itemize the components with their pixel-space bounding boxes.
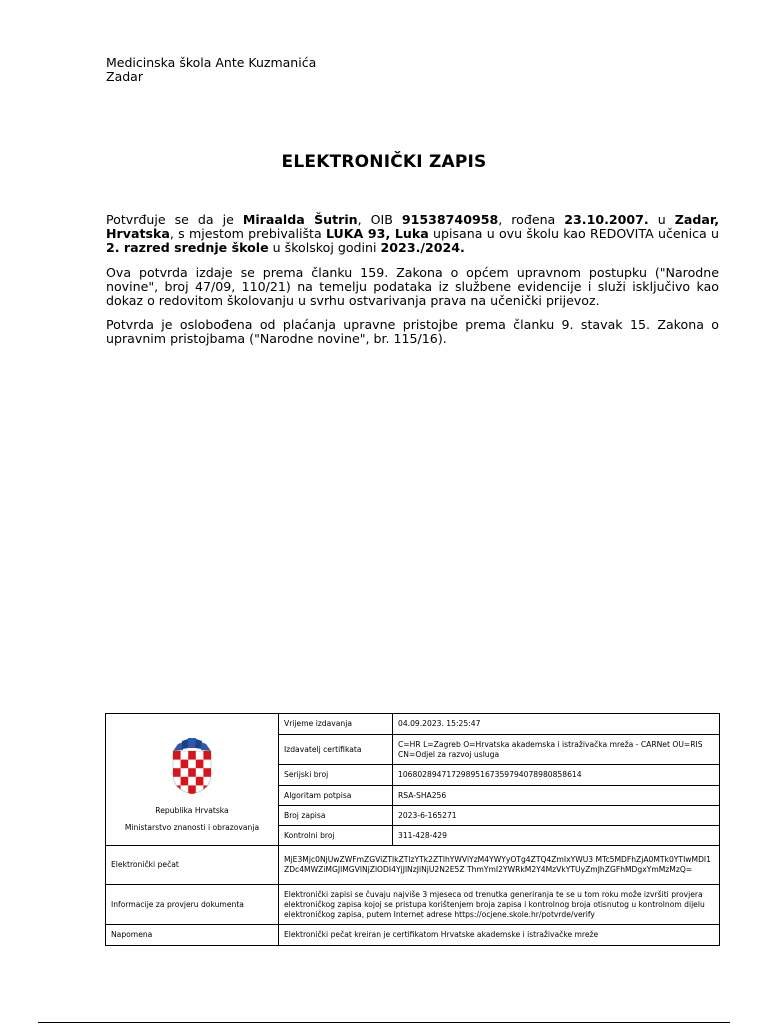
text-segment: , s mjestom prebivališta bbox=[169, 226, 326, 242]
meta-label-verification-info: Informacije za provjeru dokumenta bbox=[106, 885, 279, 925]
meta-value-record-number: 2023-6-165271 bbox=[393, 806, 720, 826]
meta-value-serial-number: 106802894717298951673597940789808586​14 bbox=[393, 765, 720, 786]
text-segment: , OIB bbox=[357, 212, 402, 227]
meta-label-serial-number: Serijski broj bbox=[279, 765, 393, 786]
meta-value-certificate-issuer: C=HR L=Zagreb O=Hrvatska akademska i istraživačka mreža - CARNet OU=RIS CN=Odjel za razvoj usluga bbox=[393, 735, 720, 765]
meta-label-issue-time: Vrijeme izdavanja bbox=[279, 714, 393, 735]
meta-value-note: Elektronički pečat kreiran je certifikatom Hrvatske akademske i istraživačke mreže bbox=[279, 925, 720, 946]
school-year: 2023./2024. bbox=[380, 240, 465, 256]
paragraph-fee-exemption: Potvrda je oslobođena od plaćanja upravne pristojbe prema članku 9. stavak 15. Zakona o upravnim pristojbama ("Narodne novine", br. 115/16). bbox=[106, 317, 719, 347]
meta-value-issue-time: 04.09.2023. 15:25:47 bbox=[393, 714, 720, 735]
paragraph-confirmation bbox=[106, 213, 719, 256]
document-body bbox=[106, 213, 719, 357]
text-segment: , rođena bbox=[498, 212, 565, 227]
meta-value-verification-info: Elektronički zapisi se čuvaju najviše 3 mjeseca od trenutka generiranja te se u tom roku može izvršiti provjera elektroničkog zapisa kojoj se pristupa korištenjem broja zapisa i kontrolnog broja otisnutog u kontrolnom dijelu elektroničkog zapisa, putem Internet adrese https://ocjene.skole.hr/potvrde/verify bbox=[279, 885, 720, 925]
footer-divider bbox=[38, 1022, 730, 1023]
student-grade: 2. razred srednje škole bbox=[106, 240, 269, 256]
student-dob: 23.10.2007. bbox=[564, 212, 649, 227]
school-city: Zadar bbox=[106, 69, 143, 84]
meta-value-control-number: 311-428-429 bbox=[393, 826, 720, 846]
e-record-metadata-table bbox=[105, 713, 720, 946]
document-title: ELEKTRONIČKI ZAPIS bbox=[281, 152, 487, 172]
emblem-ministry: Ministarstvo znanosti i obrazovanja bbox=[124, 822, 260, 832]
text-segment: u bbox=[648, 212, 675, 227]
meta-label-electronic-seal: Elektronički pečat bbox=[106, 846, 279, 885]
student-residence: LUKA 93, Luka bbox=[325, 226, 429, 242]
student-name: Miraalda Šutrin bbox=[242, 212, 358, 227]
emblem-country: Republika Hrvatska bbox=[155, 805, 229, 815]
meta-value-electronic-seal: MjE3Mjc0NjUwZWFmZGViZTlkZTlzYTk2ZTlhYWViYzM4YWYyOTg4ZTQ4ZmIxYWU3 MTc5MDFhZjA0MTk0YTIwMDI1ZDc4MWZiMGJlMGVlNjZlODI4YjJlNzJlNjU2N2E5Z ThmYmI2YWRkM2Y4MzVkYTUyZmJhZGFhMDgxYmMzMzQ= bbox=[279, 846, 720, 885]
emblem-cell bbox=[106, 714, 279, 846]
text-segment: u školskoj godini bbox=[268, 240, 381, 256]
meta-value-signature-algorithm: RSA-SHA256 bbox=[393, 786, 720, 806]
student-birthplace: Zadar, Hrvatska bbox=[106, 212, 719, 242]
school-name: Medicinska škola Ante Kuzmanića bbox=[106, 55, 317, 70]
text-segment: Potvrđuje se da je bbox=[106, 212, 243, 227]
meta-label-signature-algorithm: Algoritam potpisa bbox=[279, 786, 393, 806]
school-header bbox=[106, 56, 316, 84]
croatian-coat-of-arms-icon bbox=[170, 738, 214, 794]
student-oib: 91538740958 bbox=[401, 212, 499, 227]
meta-label-record-number: Broj zapisa bbox=[279, 806, 393, 826]
meta-label-certificate-issuer: Izdavatelj certifikata bbox=[279, 735, 393, 765]
text-segment: upisana u ovu školu kao REDOVITA učenica u bbox=[428, 226, 719, 242]
meta-label-control-number: Kontrolni broj bbox=[279, 826, 393, 846]
paragraph-legal-basis: Ova potvrda izdaje se prema članku 159. Zakona o općem upravnom postupku ("Narodne novine", broj 47/09, 110/21) na temelju podataka iz službene evidencije i služi isključivo kao dokaz o redovitom školovanju u svrhu ostvarivanja prava na učenički prijevoz. bbox=[106, 264, 719, 309]
meta-label-note: Napomena bbox=[106, 925, 279, 946]
